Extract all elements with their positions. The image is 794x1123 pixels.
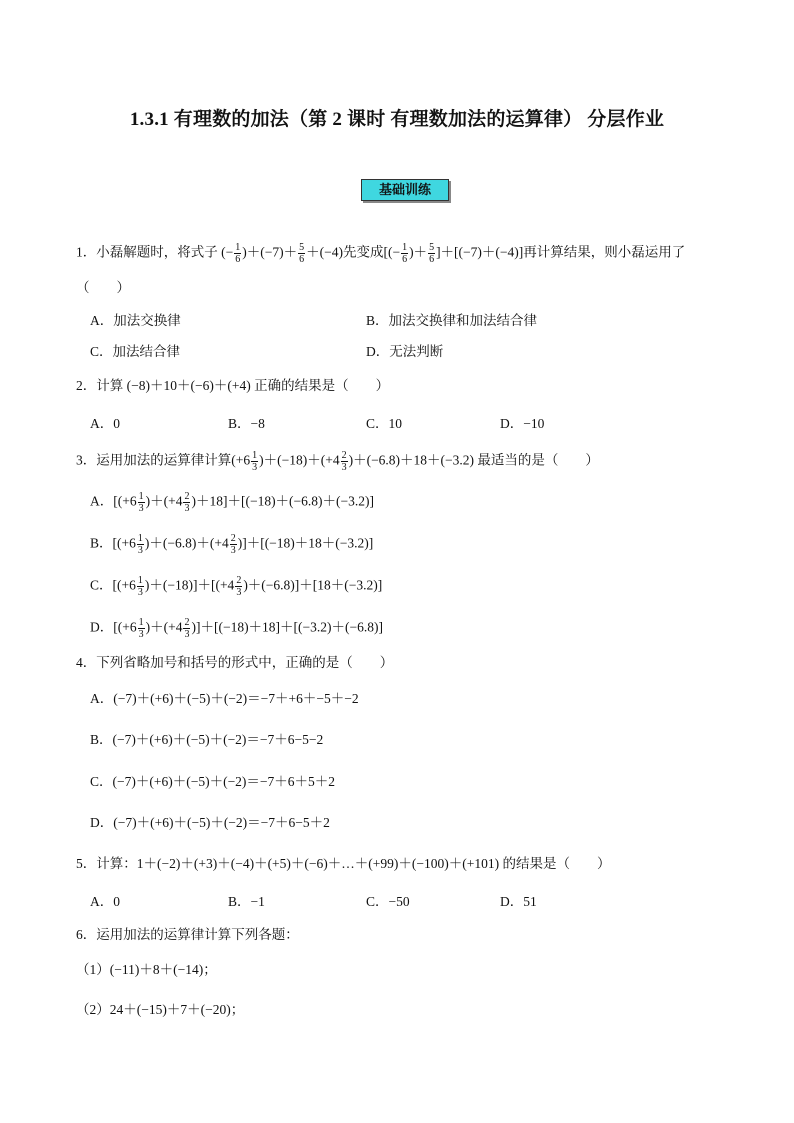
q1-option-a[interactable]: A．加法交换律 <box>90 313 181 328</box>
q2-option-c[interactable]: C．10 <box>366 416 403 431</box>
q3-option-c[interactable]: C．[(+6 $\frac{1}{3}$ )＋(−18)]＋[(+4 $\frac{2}{3}$ )＋(−6.8)]＋[18＋(−3.2)] <box>90 575 383 598</box>
q2-option-d[interactable]: D．−10 <box>500 416 545 431</box>
q4-option-d[interactable]: D．(−7)＋(+6)＋(−5)＋(−2)＝−7＋6−5＋2 <box>90 815 330 830</box>
q1-option-c[interactable]: C．加法结合律 <box>90 344 181 359</box>
section-badge-label: 基础训练 <box>378 182 431 197</box>
q5-option-b[interactable]: B．−1 <box>228 894 265 909</box>
q3-option-a[interactable]: A．[(+6 $\frac{1}{3}$ )＋(+4 $\frac{2}{3}$ )＋18]＋[(−18)＋(−6.8)＋(−3.2)] <box>90 491 375 514</box>
q3-text-d: )＋(−6.8)＋18＋(−3.2) 最适当的是（ ） <box>348 452 599 468</box>
q1-fraction-2: $\frac{5}{6}$ <box>299 242 305 265</box>
question-4-stem: 4．下列省略加号和括号的形式中，正确的是（ ） <box>76 655 394 670</box>
q6-part-1: （1）(−11)＋8＋(−14)； <box>76 962 217 977</box>
q1-text-e: )＋ <box>409 244 428 260</box>
q5-option-c[interactable]: C．−50 <box>366 894 410 909</box>
question-5-stem: 5．计算：1＋(−2)＋(+3)＋(−4)＋(+5)＋(−6)＋…＋(+99)＋(−100)＋(+101) 的结果是（ ） <box>76 856 611 871</box>
question-1-paren: （ ） <box>76 280 130 295</box>
q3-text-b: (+6 <box>231 452 251 468</box>
q1-text-b: (− <box>221 244 234 260</box>
q3-fraction-1: $\frac{1}{3}$ <box>252 450 258 473</box>
q1-text-c: )＋(−7)＋ <box>242 244 298 260</box>
q3-option-b[interactable]: B．[(+6 $\frac{1}{3}$ )＋(−6.8)＋(+4 $\frac{2}{3}$ )]＋[(−18)＋18＋(−3.2)] <box>90 533 374 556</box>
q2-option-b[interactable]: B．−8 <box>228 416 265 431</box>
section-badge <box>361 179 449 201</box>
q4-option-c[interactable]: C．(−7)＋(+6)＋(−5)＋(−2)＝−7＋6＋5＋2 <box>90 774 336 789</box>
q1-fraction-3: $\frac{1}{6}$ <box>402 242 408 265</box>
q3-fraction-2: $\frac{2}{3}$ <box>341 450 347 473</box>
q3-text-a: 3．运用加法的运算律计算 <box>76 452 232 468</box>
q1-text-d: ＋(−4)先变成[(− <box>306 244 401 260</box>
q5-option-d[interactable]: D．51 <box>500 894 537 909</box>
q1-text-a: 1．小磊解题时，将式子 <box>76 244 218 260</box>
q1-option-d[interactable]: D．无法判断 <box>366 344 444 359</box>
q6-part-2: （2）24＋(−15)＋7＋(−20)； <box>76 1002 245 1017</box>
q1-option-b[interactable]: B．加法交换律和加法结合律 <box>366 313 538 328</box>
question-1-stem <box>76 242 685 265</box>
question-6-stem: 6．运用加法的运算律计算下列各题： <box>76 927 299 942</box>
q1-text-g: ]＋[(−7)＋(−4)]再计算结果，则小磊运用了 <box>436 244 686 260</box>
question-2-stem: 2．计算 (−8)＋10＋(−6)＋(+4) 正确的结果是（ ） <box>76 378 390 393</box>
q3-text-c: )＋(−18)＋(+4 <box>259 452 340 468</box>
q3-option-d[interactable]: D．[(+6 $\frac{1}{3}$ )＋(+4 $\frac{2}{3}$ )]＋[(−18)＋18]＋[(−3.2)＋(−6.8)] <box>90 617 384 640</box>
q2-option-a[interactable]: A．0 <box>90 416 120 431</box>
q4-option-a[interactable]: A．(−7)＋(+6)＋(−5)＋(−2)＝−7＋+6＋−5＋−2 <box>90 691 359 706</box>
q5-option-a[interactable]: A．0 <box>90 894 120 909</box>
q1-fraction-1: $\frac{1}{6}$ <box>235 242 241 265</box>
q4-option-b[interactable]: B．(−7)＋(+6)＋(−5)＋(−2)＝−7＋6−5−2 <box>90 732 324 747</box>
page-title: 1.3.1 有理数的加法（第 2 课时 有理数加法的运算律） 分层作业 <box>129 109 665 130</box>
q1-fraction-4: $\frac{5}{6}$ <box>429 242 435 265</box>
question-3-stem <box>76 450 599 473</box>
